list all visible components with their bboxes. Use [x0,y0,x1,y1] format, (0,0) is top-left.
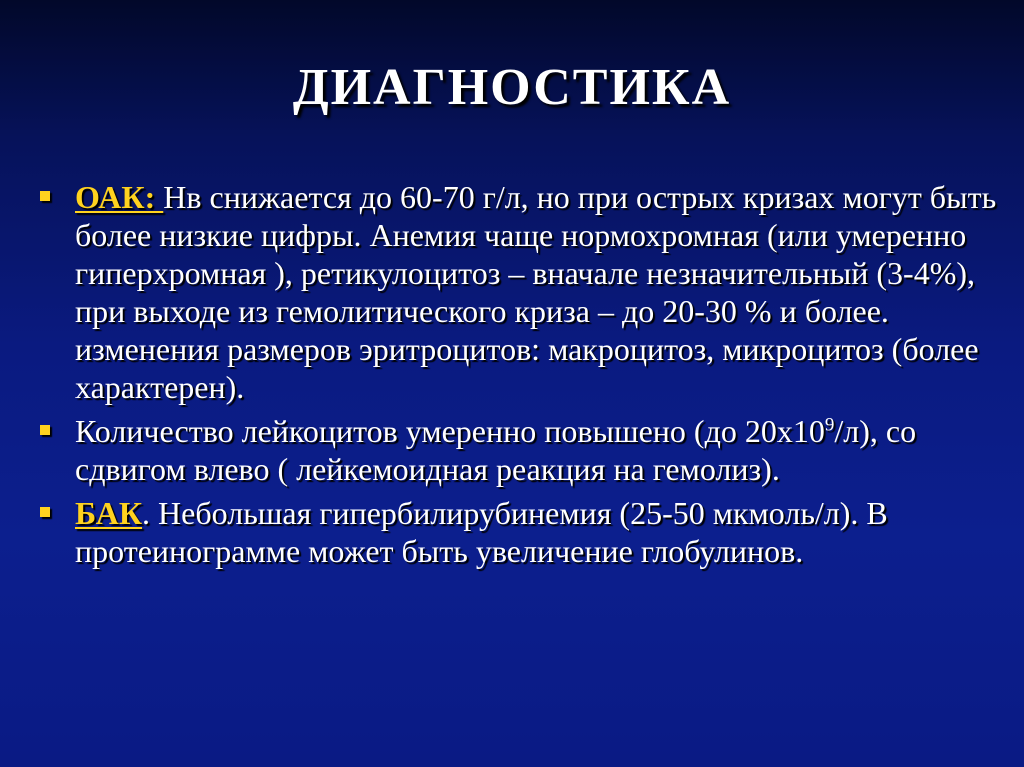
bullet-item-bak [38,494,998,570]
bullet-text-leukocytes-end: /л), со сдвигом влево ( лейкемоидная реакция на гемолиз). [75,413,917,487]
bullet-text-bak: . Небольшая гипербилирубинемия (25-50 мкмоль/л). В протеинограмме может быть увеличение глобулинов. [75,495,888,569]
bullet-list [38,178,998,576]
bullet-item-oak [38,178,998,406]
bullet-text-leukocytes-start: Количество лейкоцитов умеренно повышено (до 20х10 [75,413,825,449]
superscript-exponent: 9 [824,414,835,436]
bullet-text-oak: Нв снижается до 60-70 г/л, но при острых кризах могут быть более низкие цифры. Анемия чаще нормохромная (или умеренно гиперхромная ), ретикулоцитоз – вначале незначительный (3-4%), при выходе из гемолитического криза – до 20-30 % и более. изменения размеров эритроцитов: макроцитоз, микроцитоз (более характерен). [75,179,997,405]
square-bullet-icon [40,425,50,435]
bullet-label-bak: БАК [75,495,143,531]
bullet-label-oak: ОАК: [75,179,164,215]
bullet-item-leukocytes [38,412,998,488]
square-bullet-icon [40,507,50,517]
slide-title: ДИАГНОСТИКА [292,59,732,116]
square-bullet-icon [40,191,50,201]
